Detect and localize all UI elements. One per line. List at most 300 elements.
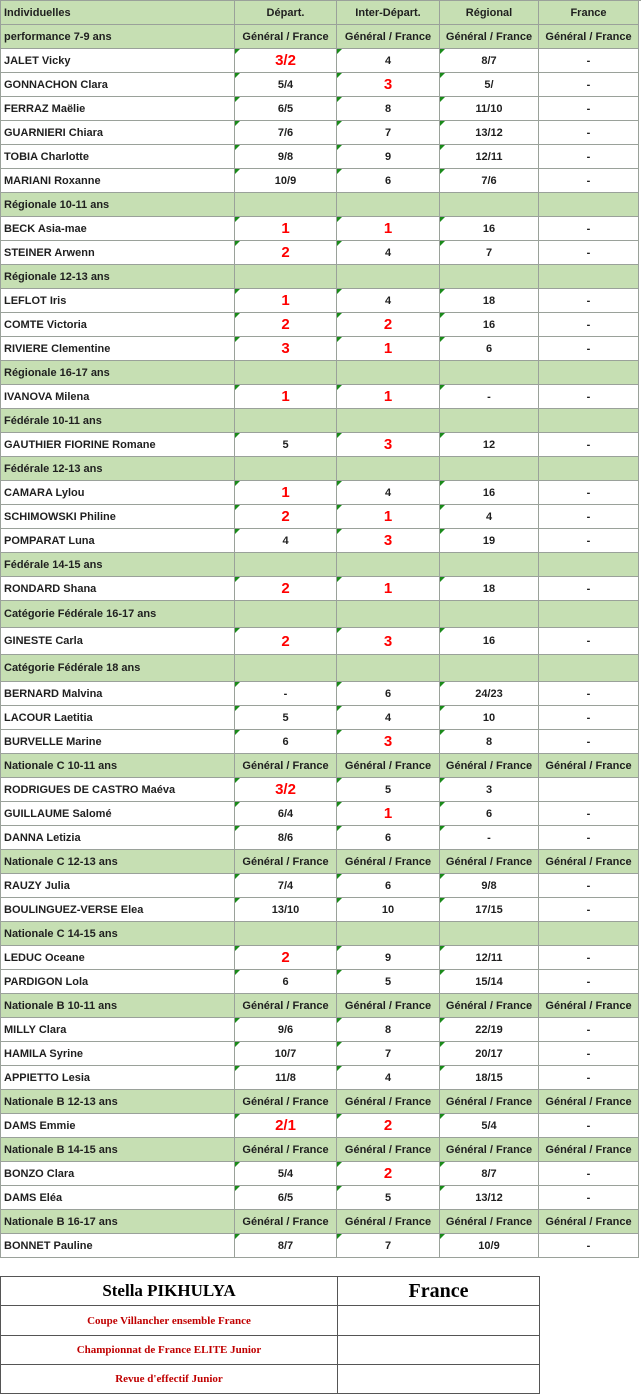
athlete-name: RODRIGUES DE CASTRO Maéva <box>0 778 235 802</box>
regional-rank: 5/ <box>440 73 539 97</box>
regional-rank: - <box>440 385 539 409</box>
athlete-row <box>0 898 641 922</box>
france-rank: - <box>539 313 639 337</box>
category-label: Régionale 12-13 ans <box>0 265 235 289</box>
category-inter-depart-cell <box>337 409 440 433</box>
athlete-name: RIVIERE Clementine <box>0 337 235 361</box>
category-france-cell <box>539 361 639 385</box>
france-rank: - <box>539 682 639 706</box>
category-depart-cell: Général / France <box>235 850 337 874</box>
athlete-row <box>0 778 641 802</box>
category-depart-cell <box>235 457 337 481</box>
regional-rank: 20/17 <box>440 1042 539 1066</box>
category-france-cell: Général / France <box>539 1138 639 1162</box>
header-depart: Départ. <box>235 1 337 25</box>
france-rank: - <box>539 169 639 193</box>
athlete-name: APPIETTO Lesia <box>0 1066 235 1090</box>
category-row <box>0 265 641 289</box>
category-regional-cell <box>440 457 539 481</box>
depart-rank: 2 <box>235 628 337 655</box>
athlete-row <box>0 169 641 193</box>
inter-depart-rank: 2 <box>337 313 440 337</box>
category-regional-cell <box>440 361 539 385</box>
france-rank: - <box>539 433 639 457</box>
athlete-name: CAMARA Lylou <box>0 481 235 505</box>
category-france-cell <box>539 655 639 682</box>
regional-rank: 16 <box>440 481 539 505</box>
athlete-name: DAMS Emmie <box>0 1114 235 1138</box>
category-row <box>0 1090 641 1114</box>
depart-rank: 10/9 <box>235 169 337 193</box>
inter-depart-rank: 4 <box>337 241 440 265</box>
france-rank: - <box>539 946 639 970</box>
regional-rank: 12 <box>440 433 539 457</box>
footer-item: Revue d'effectif Junior <box>0 1365 338 1394</box>
france-rank: - <box>539 289 639 313</box>
athlete-row <box>0 1042 641 1066</box>
category-regional-cell: Général / France <box>440 25 539 49</box>
depart-rank: 5 <box>235 706 337 730</box>
footer-country: France <box>338 1276 540 1306</box>
inter-depart-rank: 8 <box>337 97 440 121</box>
athlete-row <box>0 682 641 706</box>
category-regional-cell: Général / France <box>440 850 539 874</box>
athlete-name: GUILLAUME Salomé <box>0 802 235 826</box>
category-row <box>0 409 641 433</box>
inter-depart-rank: 9 <box>337 946 440 970</box>
footer-item-row <box>0 1336 540 1365</box>
regional-rank: - <box>440 826 539 850</box>
athlete-name: SCHIMOWSKI Philine <box>0 505 235 529</box>
depart-rank: 2 <box>235 505 337 529</box>
athlete-row <box>0 241 641 265</box>
header-france: France <box>539 1 639 25</box>
category-france-cell <box>539 601 639 628</box>
regional-rank: 18 <box>440 289 539 313</box>
footer-item: Coupe Villancher ensemble France <box>0 1306 338 1336</box>
inter-depart-rank: 2 <box>337 1114 440 1138</box>
depart-rank: 2 <box>235 946 337 970</box>
france-rank: - <box>539 145 639 169</box>
category-label: Nationale C 10-11 ans <box>0 754 235 778</box>
inter-depart-rank: 3 <box>337 529 440 553</box>
athlete-name: LEFLOT Iris <box>0 289 235 313</box>
athlete-row <box>0 289 641 313</box>
france-rank: - <box>539 1234 639 1258</box>
athlete-name: BONZO Clara <box>0 1162 235 1186</box>
category-row <box>0 457 641 481</box>
athlete-name: POMPARAT Luna <box>0 529 235 553</box>
category-depart-cell: Général / France <box>235 1210 337 1234</box>
athlete-row <box>0 121 641 145</box>
regional-rank: 8/7 <box>440 1162 539 1186</box>
inter-depart-rank: 1 <box>337 577 440 601</box>
category-depart-cell <box>235 265 337 289</box>
regional-rank: 12/11 <box>440 946 539 970</box>
regional-rank: 9/8 <box>440 874 539 898</box>
regional-rank: 13/12 <box>440 121 539 145</box>
category-depart-cell <box>235 193 337 217</box>
depart-rank: 1 <box>235 217 337 241</box>
depart-rank: 10/7 <box>235 1042 337 1066</box>
athlete-row <box>0 826 641 850</box>
category-depart-cell: Général / France <box>235 25 337 49</box>
france-rank: - <box>539 121 639 145</box>
category-inter-depart-cell <box>337 265 440 289</box>
category-label: Nationale B 14-15 ans <box>0 1138 235 1162</box>
footer-item-row <box>0 1306 540 1336</box>
france-rank: - <box>539 73 639 97</box>
category-depart-cell <box>235 601 337 628</box>
athlete-row <box>0 802 641 826</box>
category-regional-cell: Général / France <box>440 1210 539 1234</box>
athlete-row <box>0 337 641 361</box>
inter-depart-rank: 6 <box>337 169 440 193</box>
category-row <box>0 601 641 628</box>
athlete-name: TOBIA Charlotte <box>0 145 235 169</box>
depart-rank: 7/4 <box>235 874 337 898</box>
france-rank: - <box>539 385 639 409</box>
depart-rank: 2/1 <box>235 1114 337 1138</box>
athlete-row <box>0 577 641 601</box>
depart-rank: 2 <box>235 313 337 337</box>
regional-rank: 24/23 <box>440 682 539 706</box>
athlete-row <box>0 628 641 655</box>
inter-depart-rank: 10 <box>337 898 440 922</box>
athlete-name: FERRAZ Maëlie <box>0 97 235 121</box>
category-row <box>0 922 641 946</box>
depart-rank: 5/4 <box>235 1162 337 1186</box>
category-depart-cell <box>235 655 337 682</box>
regional-rank: 18/15 <box>440 1066 539 1090</box>
inter-depart-rank: 1 <box>337 337 440 361</box>
regional-rank: 10 <box>440 706 539 730</box>
category-regional-cell <box>440 409 539 433</box>
category-label: Catégorie Fédérale 16-17 ans <box>0 601 235 628</box>
category-row <box>0 553 641 577</box>
depart-rank: 8/7 <box>235 1234 337 1258</box>
category-depart-cell: Général / France <box>235 754 337 778</box>
category-depart-cell <box>235 409 337 433</box>
depart-rank: 6 <box>235 730 337 754</box>
inter-depart-rank: 4 <box>337 481 440 505</box>
category-depart-cell: Général / France <box>235 1090 337 1114</box>
regional-rank: 22/19 <box>440 1018 539 1042</box>
inter-depart-rank: 7 <box>337 1234 440 1258</box>
depart-rank: 1 <box>235 289 337 313</box>
category-regional-cell <box>440 922 539 946</box>
athlete-name: MILLY Clara <box>0 1018 235 1042</box>
category-label: Fédérale 10-11 ans <box>0 409 235 433</box>
athlete-row <box>0 730 641 754</box>
category-depart-cell: Général / France <box>235 994 337 1018</box>
athlete-row <box>0 217 641 241</box>
france-rank: - <box>539 874 639 898</box>
athlete-row <box>0 97 641 121</box>
header-row <box>0 1 641 25</box>
france-rank: - <box>539 1186 639 1210</box>
category-label: Nationale C 12-13 ans <box>0 850 235 874</box>
category-label: performance 7-9 ans <box>0 25 235 49</box>
athlete-name: LEDUC Oceane <box>0 946 235 970</box>
france-rank: - <box>539 337 639 361</box>
inter-depart-rank: 4 <box>337 289 440 313</box>
regional-rank: 17/15 <box>440 898 539 922</box>
regional-rank: 11/10 <box>440 97 539 121</box>
france-rank: - <box>539 898 639 922</box>
footer-item-value <box>338 1336 540 1365</box>
inter-depart-rank: 6 <box>337 826 440 850</box>
category-row <box>0 655 641 682</box>
category-france-cell: Général / France <box>539 754 639 778</box>
category-regional-cell: Général / France <box>440 1090 539 1114</box>
france-rank: - <box>539 970 639 994</box>
france-rank: - <box>539 1162 639 1186</box>
category-regional-cell: Général / France <box>440 754 539 778</box>
athlete-row <box>0 1114 641 1138</box>
depart-rank: 6/4 <box>235 802 337 826</box>
france-rank: - <box>539 481 639 505</box>
athlete-row <box>0 505 641 529</box>
footer-item-row <box>0 1365 540 1394</box>
depart-rank: 2 <box>235 241 337 265</box>
category-inter-depart-cell <box>337 193 440 217</box>
france-rank: - <box>539 706 639 730</box>
header-inter-depart: Inter-Départ. <box>337 1 440 25</box>
inter-depart-rank: 5 <box>337 778 440 802</box>
inter-depart-rank: 7 <box>337 1042 440 1066</box>
athlete-name: GINESTE Carla <box>0 628 235 655</box>
depart-rank: 2 <box>235 577 337 601</box>
inter-depart-rank: 4 <box>337 706 440 730</box>
depart-rank: 13/10 <box>235 898 337 922</box>
category-row <box>0 754 641 778</box>
athlete-row <box>0 946 641 970</box>
athlete-name: BOULINGUEZ-VERSE Elea <box>0 898 235 922</box>
category-regional-cell <box>440 601 539 628</box>
category-label: Nationale C 14-15 ans <box>0 922 235 946</box>
athlete-name: GUARNIERI Chiara <box>0 121 235 145</box>
depart-rank: 6/5 <box>235 1186 337 1210</box>
depart-rank: 6/5 <box>235 97 337 121</box>
category-depart-cell: Général / France <box>235 1138 337 1162</box>
inter-depart-rank: 6 <box>337 874 440 898</box>
france-rank: - <box>539 241 639 265</box>
athlete-row <box>0 313 641 337</box>
category-row <box>0 1210 641 1234</box>
athlete-row <box>0 1018 641 1042</box>
category-inter-depart-cell <box>337 457 440 481</box>
athlete-row <box>0 1162 641 1186</box>
inter-depart-rank: 7 <box>337 121 440 145</box>
athlete-name: GAUTHIER FIORINE Romane <box>0 433 235 457</box>
france-rank: - <box>539 505 639 529</box>
athlete-name: COMTE Victoria <box>0 313 235 337</box>
category-inter-depart-cell: Général / France <box>337 850 440 874</box>
footer-item-value <box>338 1365 540 1394</box>
inter-depart-rank: 3 <box>337 73 440 97</box>
category-inter-depart-cell: Général / France <box>337 1210 440 1234</box>
athlete-name: HAMILA Syrine <box>0 1042 235 1066</box>
category-label: Nationale B 16-17 ans <box>0 1210 235 1234</box>
inter-depart-rank: 8 <box>337 1018 440 1042</box>
inter-depart-rank: 3 <box>337 433 440 457</box>
footer-athlete-name: Stella PIKHULYA <box>0 1276 338 1306</box>
inter-depart-rank: 4 <box>337 49 440 73</box>
depart-rank: 1 <box>235 385 337 409</box>
regional-rank: 13/12 <box>440 1186 539 1210</box>
regional-rank: 8/7 <box>440 49 539 73</box>
france-rank: - <box>539 577 639 601</box>
depart-rank: 9/8 <box>235 145 337 169</box>
category-inter-depart-cell <box>337 655 440 682</box>
regional-rank: 19 <box>440 529 539 553</box>
category-row <box>0 361 641 385</box>
category-label: Catégorie Fédérale 18 ans <box>0 655 235 682</box>
category-regional-cell <box>440 265 539 289</box>
category-label: Régionale 16-17 ans <box>0 361 235 385</box>
category-regional-cell <box>440 193 539 217</box>
athlete-row <box>0 1066 641 1090</box>
category-row <box>0 850 641 874</box>
inter-depart-rank: 4 <box>337 1066 440 1090</box>
athlete-row <box>0 529 641 553</box>
athlete-row <box>0 73 641 97</box>
category-inter-depart-cell <box>337 922 440 946</box>
footer-title-row <box>0 1276 540 1306</box>
france-rank: - <box>539 802 639 826</box>
regional-rank: 16 <box>440 313 539 337</box>
france-rank: - <box>539 97 639 121</box>
inter-depart-rank: 1 <box>337 217 440 241</box>
france-rank: - <box>539 1018 639 1042</box>
category-depart-cell <box>235 553 337 577</box>
inter-depart-rank: 3 <box>337 628 440 655</box>
france-rank <box>539 778 639 802</box>
inter-depart-rank: 1 <box>337 505 440 529</box>
regional-rank: 5/4 <box>440 1114 539 1138</box>
regional-rank: 4 <box>440 505 539 529</box>
athlete-row <box>0 145 641 169</box>
category-france-cell <box>539 922 639 946</box>
athlete-row <box>0 49 641 73</box>
depart-rank: 3 <box>235 337 337 361</box>
athlete-name: GONNACHON Clara <box>0 73 235 97</box>
athlete-row <box>0 1186 641 1210</box>
depart-rank: - <box>235 682 337 706</box>
regional-rank: 7/6 <box>440 169 539 193</box>
category-france-cell <box>539 409 639 433</box>
france-rank: - <box>539 217 639 241</box>
athlete-name: DAMS Eléa <box>0 1186 235 1210</box>
inter-depart-rank: 3 <box>337 730 440 754</box>
regional-rank: 15/14 <box>440 970 539 994</box>
athlete-name: RAUZY Julia <box>0 874 235 898</box>
athlete-row <box>0 706 641 730</box>
regional-rank: 8 <box>440 730 539 754</box>
inter-depart-rank: 2 <box>337 1162 440 1186</box>
depart-rank: 8/6 <box>235 826 337 850</box>
category-label: Régionale 10-11 ans <box>0 193 235 217</box>
category-label: Fédérale 12-13 ans <box>0 457 235 481</box>
inter-depart-rank: 5 <box>337 1186 440 1210</box>
depart-rank: 7/6 <box>235 121 337 145</box>
category-france-cell <box>539 457 639 481</box>
category-inter-depart-cell <box>337 553 440 577</box>
france-rank: - <box>539 1042 639 1066</box>
depart-rank: 3/2 <box>235 778 337 802</box>
athlete-name: BERNARD Malvina <box>0 682 235 706</box>
depart-rank: 5/4 <box>235 73 337 97</box>
inter-depart-rank: 6 <box>337 682 440 706</box>
france-rank: - <box>539 826 639 850</box>
category-france-cell <box>539 265 639 289</box>
category-regional-cell: Général / France <box>440 994 539 1018</box>
regional-rank: 16 <box>440 628 539 655</box>
france-rank: - <box>539 49 639 73</box>
depart-rank: 1 <box>235 481 337 505</box>
depart-rank: 3/2 <box>235 49 337 73</box>
category-regional-cell <box>440 655 539 682</box>
athlete-name: BONNET Pauline <box>0 1234 235 1258</box>
category-inter-depart-cell: Général / France <box>337 25 440 49</box>
france-rank: - <box>539 730 639 754</box>
category-france-cell: Général / France <box>539 25 639 49</box>
regional-rank: 7 <box>440 241 539 265</box>
france-rank: - <box>539 628 639 655</box>
athlete-row <box>0 481 641 505</box>
regional-rank: 12/11 <box>440 145 539 169</box>
athlete-footer <box>0 1276 540 1394</box>
france-rank: - <box>539 1114 639 1138</box>
athlete-row <box>0 874 641 898</box>
category-regional-cell <box>440 553 539 577</box>
athlete-name: BECK Asia-mae <box>0 217 235 241</box>
athlete-row <box>0 970 641 994</box>
category-row <box>0 1138 641 1162</box>
category-inter-depart-cell: Général / France <box>337 1090 440 1114</box>
category-france-cell <box>539 193 639 217</box>
regional-rank: 3 <box>440 778 539 802</box>
athlete-name: MARIANI Roxanne <box>0 169 235 193</box>
category-inter-depart-cell: Général / France <box>337 754 440 778</box>
regional-rank: 18 <box>440 577 539 601</box>
regional-rank: 6 <box>440 802 539 826</box>
athlete-name: RONDARD Shana <box>0 577 235 601</box>
category-label: Nationale B 10-11 ans <box>0 994 235 1018</box>
athlete-name: PARDIGON Lola <box>0 970 235 994</box>
athlete-row <box>0 385 641 409</box>
inter-depart-rank: 1 <box>337 802 440 826</box>
athlete-name: STEINER Arwenn <box>0 241 235 265</box>
category-france-cell: Général / France <box>539 850 639 874</box>
athlete-name: DANNA Letizia <box>0 826 235 850</box>
depart-rank: 9/6 <box>235 1018 337 1042</box>
category-depart-cell <box>235 922 337 946</box>
category-france-cell: Général / France <box>539 1090 639 1114</box>
depart-rank: 5 <box>235 433 337 457</box>
table-body <box>0 25 641 1258</box>
inter-depart-rank: 1 <box>337 385 440 409</box>
header-individuelles: Individuelles <box>0 1 235 25</box>
category-inter-depart-cell <box>337 361 440 385</box>
depart-rank: 11/8 <box>235 1066 337 1090</box>
athlete-name: JALET Vicky <box>0 49 235 73</box>
france-rank: - <box>539 529 639 553</box>
athlete-row <box>0 1234 641 1258</box>
france-rank: - <box>539 1066 639 1090</box>
inter-depart-rank: 5 <box>337 970 440 994</box>
